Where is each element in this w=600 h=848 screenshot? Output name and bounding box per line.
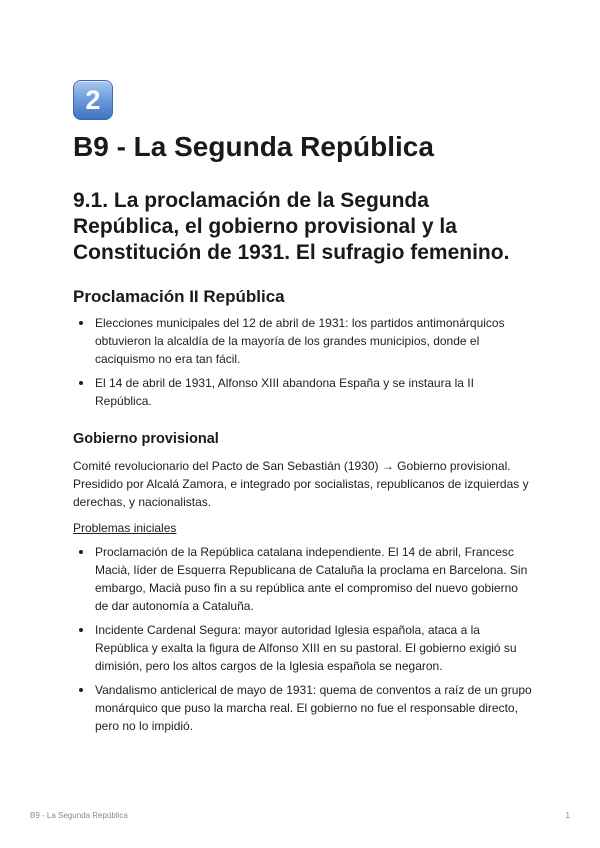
- list-item: Elecciones municipales del 12 de abril de 1931: los partidos antimonárquicos obtuvieron la alcaldía de la mayoría de los grandes municipios, donde el caciquismo no era tan fácil.: [73, 314, 533, 368]
- list-item: El 14 de abril de 1931, Alfonso XIII abandona España y se instaura la II República.: [73, 374, 533, 410]
- section-title: 9.1. La proclamación de la Segunda República, el gobierno provisional y la Constitución de 1931. El sufragio femenino.: [73, 189, 510, 264]
- proclamacion-list: [73, 314, 533, 410]
- page-title: B9 - La Segunda República: [73, 131, 434, 162]
- document-body: [73, 80, 533, 741]
- page-number: 1: [565, 811, 570, 820]
- problems-list: [73, 543, 533, 735]
- list-item: Incidente Cardenal Segura: mayor autoridad Iglesia española, ataca a la República y exalta la figura de Alfonso XIII en su pastoral. El gobierno exigió su dimisión, pero los altos cargos de la Iglesia española se negaron.: [73, 621, 533, 675]
- heading-proclamacion: Proclamación II República: [73, 287, 285, 306]
- list-item: Proclamación de la República catalana independiente. El 14 de abril, Francesc Macià, líder de Esquerra Republicana de Cataluña la proclama en Barcelona. Sin embargo, Macià puso fin a su república ante el compromiso del nuevo gobierno de dar autonomía a Cataluña.: [73, 543, 533, 615]
- footer-title: B9 - La Segunda República: [30, 811, 128, 820]
- heading-gobierno: Gobierno provisional: [73, 431, 219, 447]
- keycap-number-icon: 2: [73, 80, 113, 120]
- problems-label: Problemas iniciales: [73, 521, 177, 535]
- gobierno-paragraph: Comité revolucionario del Pacto de San Sebastián (1930) → Gobierno provisional. Presidido por Alcalá Zamora, e integrado por socialistas, republicanos de izquierdas y derechas, y nacionalistas.: [73, 459, 529, 509]
- list-item: Vandalismo anticlerical de mayo de 1931: quema de conventos a raíz de un grupo monárquico que puso la marcha real. El gobierno no fue el responsable directo, pero no lo impidió.: [73, 681, 533, 735]
